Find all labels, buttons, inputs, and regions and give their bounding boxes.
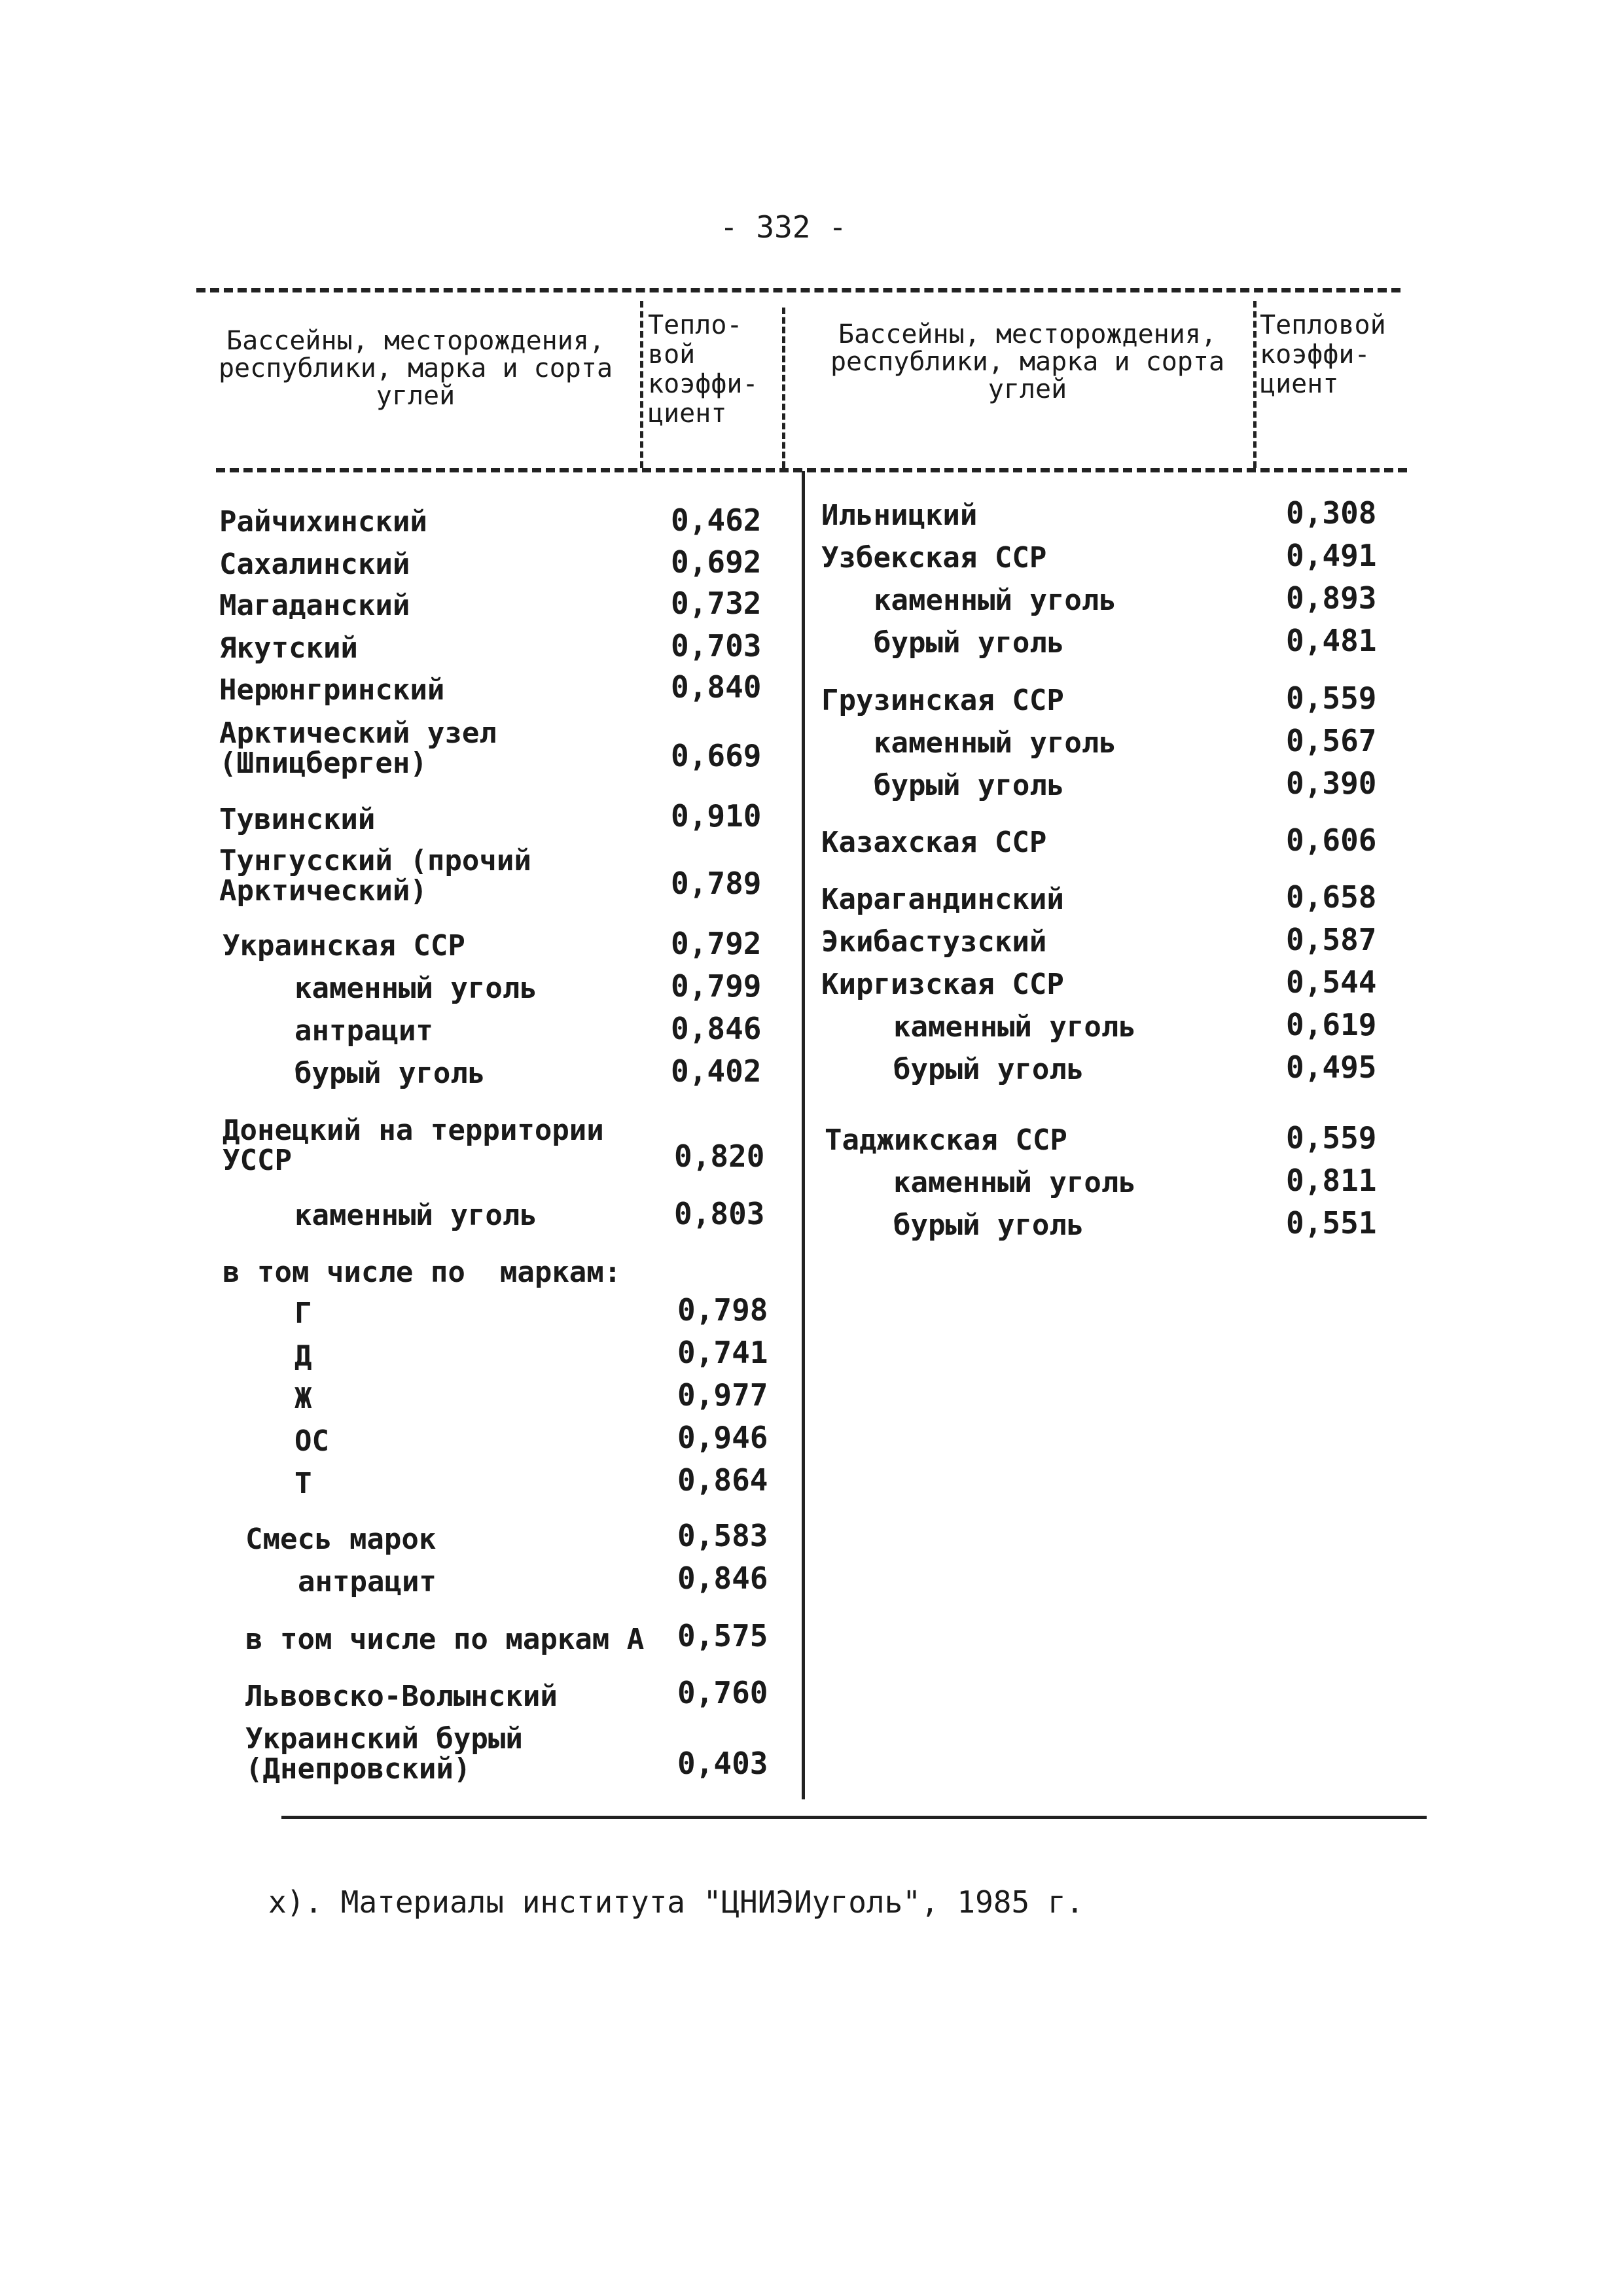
left-row-name: Украинский бурый (Днепровский) xyxy=(245,1722,523,1786)
left-row-value: 0,669 xyxy=(671,738,762,773)
footnote: х). Материалы института "ЦНИЭИуголь", 1985 г. xyxy=(268,1884,1084,1920)
header-left-name: Бассейны, месторождения, республики, марка и сорта углей xyxy=(218,326,613,411)
left-row-value: 0,799 xyxy=(671,968,762,1004)
left-row-name: Д xyxy=(294,1339,312,1373)
right-row-name: каменный уголь xyxy=(874,584,1116,617)
left-row-name: Ж xyxy=(294,1382,312,1415)
right-row-value: 0,551 xyxy=(1286,1205,1377,1241)
left-row-name: в том числе по маркам: xyxy=(223,1256,622,1289)
left-row-value: 0,977 xyxy=(677,1377,768,1413)
right-row-value: 0,491 xyxy=(1286,538,1377,573)
left-row-name: Магаданский xyxy=(219,589,410,622)
right-row-value: 0,893 xyxy=(1286,580,1377,616)
left-row-value: 0,403 xyxy=(677,1746,768,1781)
header-divider-right xyxy=(1253,301,1257,468)
left-row-value: 0,741 xyxy=(677,1335,768,1370)
right-row-value: 0,811 xyxy=(1286,1163,1377,1198)
left-row-name: Украинская ССР xyxy=(223,929,465,963)
header-right-name: Бассейны, месторождения, республики, марка и сорта углей xyxy=(830,319,1225,404)
left-row-name: бурый уголь xyxy=(294,1057,486,1090)
left-row-value: 0,798 xyxy=(677,1292,768,1328)
left-row-value: 0,575 xyxy=(677,1618,768,1653)
left-row-name: Т xyxy=(294,1467,312,1500)
left-row-value: 0,402 xyxy=(671,1053,762,1089)
left-row-value: 0,946 xyxy=(677,1420,768,1455)
right-row-name: бурый уголь xyxy=(893,1209,1084,1242)
left-row-name: ОС xyxy=(294,1424,329,1458)
right-row-name: Узбекская ССР xyxy=(821,541,1047,574)
left-row-value: 0,703 xyxy=(671,628,762,663)
left-row-name: антрацит xyxy=(298,1565,437,1598)
left-row-name: Райчихинский xyxy=(219,505,427,539)
right-row-value: 0,619 xyxy=(1286,1007,1377,1042)
right-row-name: Казахская ССР xyxy=(821,826,1047,859)
left-row-name: каменный уголь xyxy=(294,1199,537,1232)
left-row-value: 0,846 xyxy=(671,1011,762,1046)
right-row-name: бурый уголь xyxy=(874,626,1065,660)
left-row-value: 0,792 xyxy=(671,926,762,961)
left-row-name: Тунгусский (прочий Арктический) xyxy=(219,844,531,908)
right-row-name: Грузинская ССР xyxy=(821,684,1064,717)
left-row-name: каменный уголь xyxy=(294,972,537,1005)
right-row-value: 0,544 xyxy=(1286,964,1377,1000)
right-row-value: 0,559 xyxy=(1286,680,1377,716)
right-row-name: Киргизская ССР xyxy=(821,968,1064,1001)
left-row-name: Тувинский xyxy=(219,803,376,836)
header-divider-left xyxy=(640,301,643,468)
right-row-name: бурый уголь xyxy=(874,769,1065,802)
left-row-name: антрацит xyxy=(294,1014,433,1048)
left-row-value: 0,692 xyxy=(671,544,762,580)
right-row-value: 0,587 xyxy=(1286,922,1377,957)
left-row-value: 0,840 xyxy=(671,669,762,705)
left-row-value: 0,789 xyxy=(671,866,762,901)
right-row-name: бурый уголь xyxy=(893,1053,1084,1086)
left-row-value: 0,864 xyxy=(677,1462,768,1498)
left-row-value: 0,846 xyxy=(677,1561,768,1596)
right-row-value: 0,390 xyxy=(1286,766,1377,801)
left-row-name: в том числе по маркам А xyxy=(245,1623,645,1656)
left-row-name: Смесь марок xyxy=(245,1523,437,1556)
right-row-name: каменный уголь xyxy=(893,1166,1136,1199)
right-row-name: Ильницкий xyxy=(821,499,978,532)
header-right-coef: Тепловой коэффи- циент xyxy=(1260,310,1386,399)
left-row-name: Г xyxy=(294,1297,312,1330)
top-rule xyxy=(196,288,1400,292)
right-row-value: 0,308 xyxy=(1286,495,1377,531)
right-row-name: Экибастузский xyxy=(821,925,1047,959)
body-divider xyxy=(802,471,805,1799)
left-row-name: Донецкий на территории УССР xyxy=(223,1114,604,1177)
left-row-value: 0,803 xyxy=(674,1196,765,1231)
right-row-value: 0,658 xyxy=(1286,879,1377,915)
page-number: - 332 - xyxy=(720,209,847,245)
left-row-value: 0,820 xyxy=(674,1139,765,1174)
right-row-name: Таджикская ССР xyxy=(825,1123,1067,1157)
left-row-value: 0,462 xyxy=(671,503,762,538)
right-row-name: каменный уголь xyxy=(893,1010,1136,1044)
right-row-value: 0,495 xyxy=(1286,1050,1377,1085)
right-row-name: каменный уголь xyxy=(874,726,1116,760)
left-row-name: Нерюнгринский xyxy=(219,673,445,707)
left-row-value: 0,760 xyxy=(677,1675,768,1710)
left-row-name: Якутский xyxy=(219,631,358,665)
right-row-name: Карагандинский xyxy=(821,883,1064,916)
left-row-name: Львовско-Волынский xyxy=(245,1680,558,1713)
left-row-value: 0,583 xyxy=(677,1518,768,1553)
left-row-name: Сахалинский xyxy=(219,548,410,581)
left-row-name: Арктический узел (Шпицберген) xyxy=(219,716,497,780)
left-row-value: 0,910 xyxy=(671,798,762,834)
right-row-value: 0,481 xyxy=(1286,623,1377,658)
header-divider-middle xyxy=(782,308,785,468)
bottom-rule xyxy=(281,1816,1427,1819)
header-rule xyxy=(216,468,1407,472)
right-row-value: 0,559 xyxy=(1286,1120,1377,1156)
header-left-coef: Тепло- вой коэффи- циент xyxy=(648,310,758,429)
right-row-value: 0,567 xyxy=(1286,723,1377,758)
right-row-value: 0,606 xyxy=(1286,822,1377,858)
left-row-value: 0,732 xyxy=(671,586,762,621)
